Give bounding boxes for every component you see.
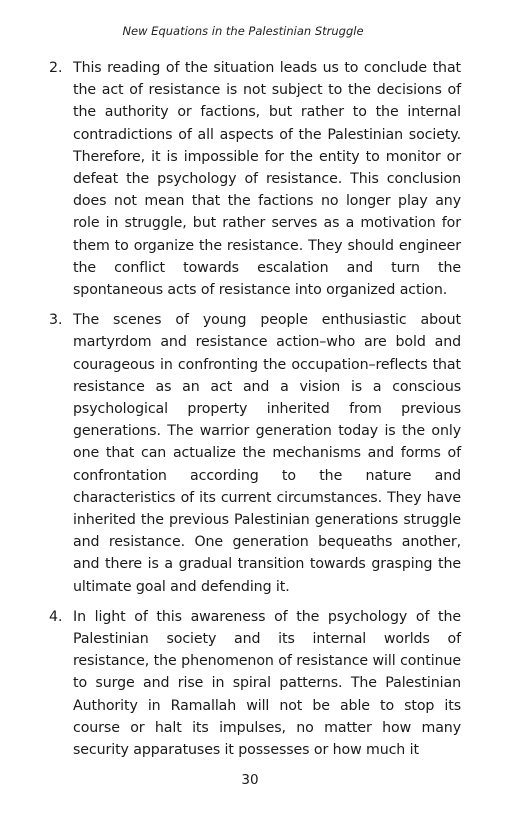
list-item-number: 3.: [49, 312, 63, 329]
page-number: 30: [241, 772, 259, 788]
numbered-list: [0, 57, 528, 769]
running-header: New Equations in the Palestinian Struggle: [122, 24, 364, 38]
list-item: [0, 57, 528, 301]
list-item: [0, 309, 528, 598]
list-item: [0, 606, 528, 761]
list-item-number: 2.: [49, 60, 63, 76]
list-item-number: 4.: [49, 608, 63, 625]
list-item-text: In light of this awareness of the psychology of the Palestinian society and its internal worlds of resistance, the phenomenon of resistance will continue to surge and rise in spiral patterns. The Palestinian Authority in Ramallah will not be able to stop its course or halt its impulses, no matter how many security apparatuses it possesses or how much it: [73, 608, 461, 759]
list-item-text: This reading of the situation leads us to conclude that the act of resistance is not subject to the decisions of the authority or factions, but rather to the internal contradictions of all aspects of the Palestinian society. Therefore, it is impossible for the entity to monitor or defeat the psychology of resistance. This conclusion does not mean that the factions no longer play any role in struggle, but rather serves as a motivation for them to organize the resistance. They should engineer the conflict towards escalation and turn the spontaneous acts of resistance into organized action.: [73, 60, 461, 299]
list-item-text: The scenes of young people enthusiastic about martyrdom and resistance action–who are bold and courageous in confronting the occupation–reflects that resistance as an act and a vision is a conscious psychological property inherited from previous generations. The warrior generation today is the only one that can actualize the mechanisms and forms of confrontation according to the nature and characteristics of its current circumstances. They have inherited the previous Palestinian generations struggle and resistance. One generation bequeaths another, and there is a gradual transition towards grasping the ultimate goal and defending it.: [73, 312, 461, 595]
